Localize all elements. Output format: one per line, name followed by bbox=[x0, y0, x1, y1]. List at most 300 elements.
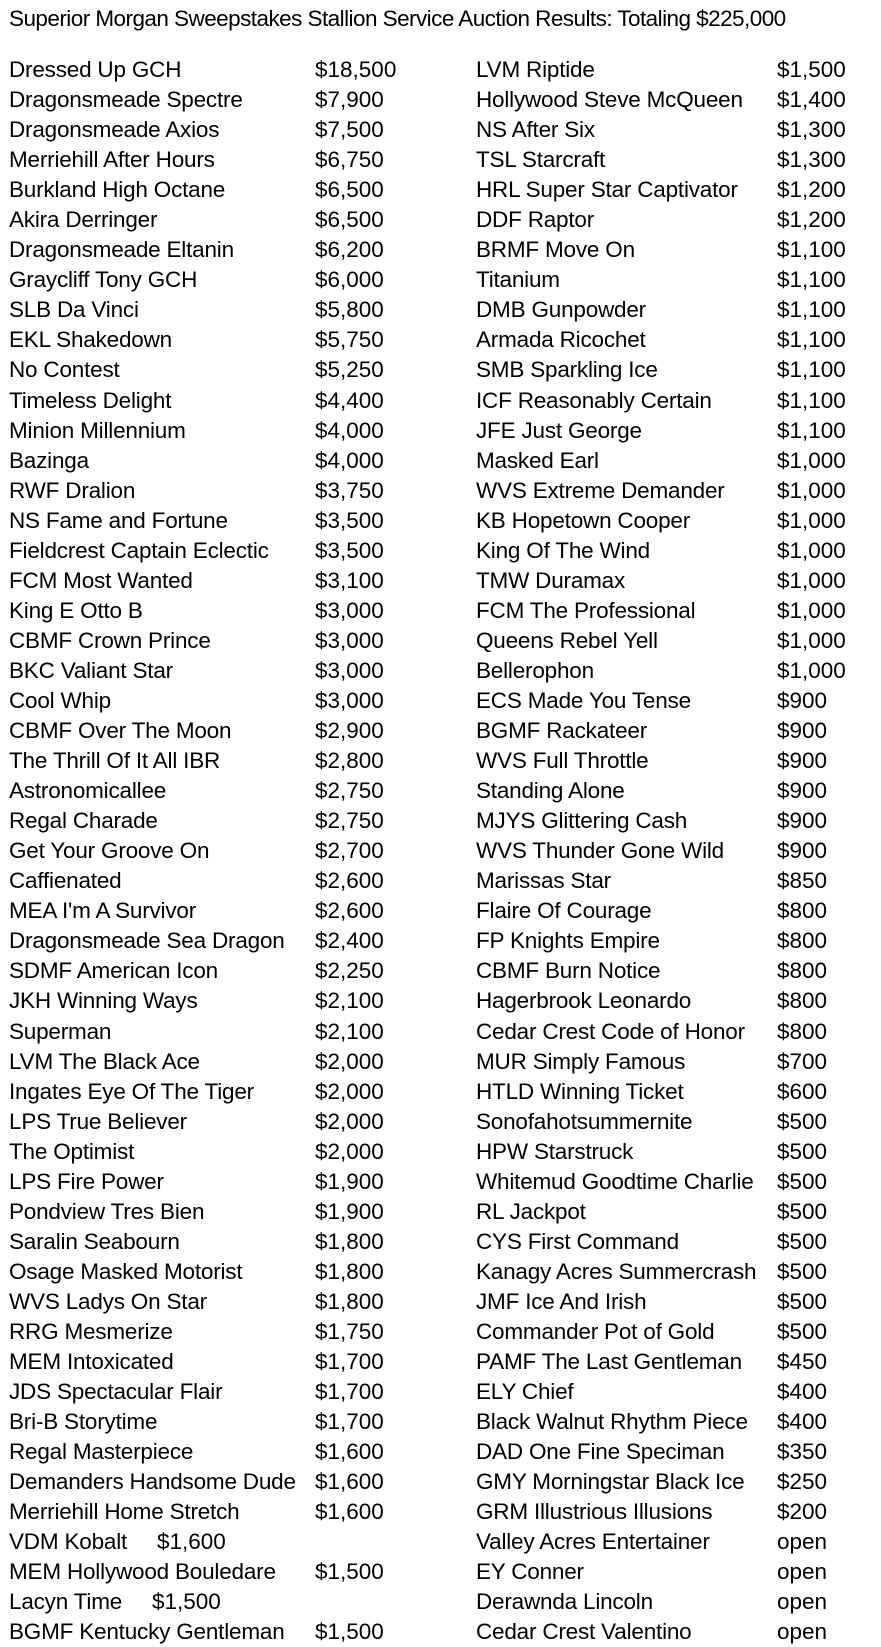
stallion-name: Bri-B Storytime bbox=[9, 1409, 158, 1435]
stallion-name: TMW Duramax bbox=[476, 567, 626, 593]
result-row bbox=[9, 746, 409, 776]
result-row bbox=[476, 446, 881, 476]
stallion-name: PAMF The Last Gentleman bbox=[476, 1349, 742, 1375]
stallion-name: Minion Millennium bbox=[9, 417, 186, 443]
stallion-name: RL Jackpot bbox=[476, 1198, 586, 1224]
auction-amount: $1,100 bbox=[777, 237, 846, 263]
stallion-name: JDS Spectacular Flair bbox=[9, 1379, 223, 1405]
stallion-name: HTLD Winning Ticket bbox=[476, 1078, 684, 1104]
result-row bbox=[476, 1617, 881, 1647]
auction-amount: $1,200 bbox=[777, 207, 846, 233]
stallion-name: Astronomicallee bbox=[9, 778, 167, 804]
auction-amount: $1,100 bbox=[777, 297, 846, 323]
stallion-name: Standing Alone bbox=[476, 778, 625, 804]
stallion-name: Graycliff Tony GCH bbox=[9, 267, 198, 293]
stallion-name: Sonofahotsummernite bbox=[476, 1108, 693, 1134]
result-row bbox=[9, 145, 409, 175]
auction-amount: $6,200 bbox=[315, 237, 384, 263]
result-row bbox=[476, 145, 881, 175]
auction-amount: $5,800 bbox=[315, 297, 384, 323]
result-row bbox=[9, 1317, 409, 1347]
stallion-name: Hollywood Steve McQueen bbox=[476, 87, 743, 113]
result-row bbox=[9, 1467, 409, 1497]
result-row bbox=[9, 476, 409, 506]
stallion-name: Dragonsmeade Sea Dragon bbox=[9, 928, 285, 954]
stallion-name: SDMF American Icon bbox=[9, 958, 218, 984]
stallion-name: Valley Acres Entertainer bbox=[476, 1529, 710, 1555]
stallion-name: Osage Masked Motorist bbox=[9, 1258, 243, 1284]
stallion-name: ELY Chief bbox=[476, 1379, 574, 1405]
stallion-name: RWF Dralion bbox=[9, 477, 136, 503]
stallion-name: WVS Full Throttle bbox=[476, 748, 649, 774]
stallion-name: King Of The Wind bbox=[476, 537, 650, 563]
auction-amount: $1,900 bbox=[315, 1168, 384, 1194]
result-row bbox=[476, 115, 881, 145]
auction-amount: $6,500 bbox=[315, 177, 384, 203]
stallion-name: DDF Raptor bbox=[476, 207, 595, 233]
stallion-name: Regal Masterpiece bbox=[9, 1439, 194, 1465]
auction-amount: $500 bbox=[777, 1168, 828, 1194]
result-row bbox=[476, 806, 881, 836]
stallion-name: Masked Earl bbox=[476, 447, 599, 473]
result-row bbox=[476, 1287, 881, 1317]
stallion-name: Whitemud Goodtime Charlie bbox=[476, 1168, 754, 1194]
auction-amount: $1,000 bbox=[777, 507, 846, 533]
auction-amount: $1,700 bbox=[315, 1409, 384, 1435]
auction-amount: $450 bbox=[777, 1349, 828, 1375]
stallion-name: Saralin Seabourn bbox=[9, 1228, 180, 1254]
auction-amount: $1,800 bbox=[315, 1228, 384, 1254]
auction-amount: $850 bbox=[777, 868, 828, 894]
stallion-name: BRMF Move On bbox=[476, 237, 635, 263]
stallion-name: Get Your Groove On bbox=[9, 838, 210, 864]
stallion-name: LPS Fire Power bbox=[9, 1168, 164, 1194]
result-row bbox=[476, 1377, 881, 1407]
auction-amount: $500 bbox=[777, 1288, 828, 1314]
result-row bbox=[476, 1047, 881, 1077]
stallion-name: Dragonsmeade Axios bbox=[9, 117, 220, 143]
result-row bbox=[9, 1347, 409, 1377]
result-row bbox=[9, 926, 409, 956]
result-row bbox=[9, 1257, 409, 1287]
stallion-name: MEM Intoxicated bbox=[9, 1349, 174, 1375]
auction-amount: $4,000 bbox=[315, 447, 384, 473]
result-row bbox=[9, 235, 409, 265]
result-row bbox=[9, 295, 409, 325]
result-row bbox=[476, 1227, 881, 1257]
result-row bbox=[9, 806, 409, 836]
stallion-name: SMB Sparkling Ice bbox=[476, 357, 658, 383]
result-row bbox=[476, 1077, 881, 1107]
auction-amount: $1,700 bbox=[315, 1349, 384, 1375]
result-row bbox=[476, 1167, 881, 1197]
result-row bbox=[476, 1317, 881, 1347]
stallion-name: JMF Ice And Irish bbox=[476, 1288, 647, 1314]
stallion-name: FP Knights Empire bbox=[476, 928, 660, 954]
result-row bbox=[9, 1197, 409, 1227]
auction-amount: $2,800 bbox=[315, 748, 384, 774]
auction-amount: $1,000 bbox=[777, 627, 846, 653]
auction-amount: $1,000 bbox=[777, 447, 846, 473]
stallion-name: WVS Ladys On Star bbox=[9, 1288, 207, 1314]
result-row bbox=[476, 386, 881, 416]
result-row bbox=[476, 956, 881, 986]
result-row bbox=[476, 355, 881, 385]
auction-amount: $400 bbox=[777, 1379, 828, 1405]
auction-amount: $800 bbox=[777, 1018, 828, 1044]
auction-amount: $2,100 bbox=[315, 988, 384, 1014]
result-row bbox=[476, 1407, 881, 1437]
result-row bbox=[9, 325, 409, 355]
stallion-name: Akira Derringer bbox=[9, 207, 158, 233]
stallion-name: FCM The Professional bbox=[476, 597, 696, 623]
auction-amount: $1,500 bbox=[315, 1559, 384, 1585]
auction-amount: $2,000 bbox=[315, 1078, 384, 1104]
result-row bbox=[476, 776, 881, 806]
result-row bbox=[9, 205, 409, 235]
auction-amount: $1,750 bbox=[315, 1318, 384, 1344]
stallion-name: MEA I'm A Survivor bbox=[9, 898, 197, 924]
result-row bbox=[476, 235, 881, 265]
auction-amount: $6,750 bbox=[315, 147, 384, 173]
result-row bbox=[9, 1047, 409, 1077]
stallion-name: WVS Extreme Demander bbox=[476, 477, 725, 503]
result-row bbox=[476, 986, 881, 1016]
auction-amount: $800 bbox=[777, 958, 828, 984]
auction-amount: $3,000 bbox=[315, 687, 384, 713]
result-row bbox=[9, 115, 409, 145]
result-row bbox=[9, 1077, 409, 1107]
stallion-name: LVM Riptide bbox=[476, 57, 595, 82]
stallion-name: NS After Six bbox=[476, 117, 595, 143]
result-row bbox=[9, 566, 409, 596]
stallion-name: LVM The Black Ace bbox=[9, 1048, 200, 1074]
auction-amount: $2,900 bbox=[315, 718, 384, 744]
auction-amount: $1,600 bbox=[157, 1529, 226, 1555]
result-row bbox=[9, 1107, 409, 1137]
auction-amount: $900 bbox=[777, 748, 828, 774]
result-row bbox=[9, 1497, 409, 1527]
auction-amount: $1,100 bbox=[777, 267, 846, 293]
stallion-name: TSL Starcraft bbox=[476, 147, 606, 173]
auction-amount: $500 bbox=[777, 1228, 828, 1254]
result-row bbox=[476, 656, 881, 686]
result-row bbox=[476, 295, 881, 325]
stallion-name: Flaire Of Courage bbox=[476, 898, 652, 924]
result-row bbox=[9, 386, 409, 416]
result-row bbox=[476, 1137, 881, 1167]
result-row bbox=[476, 1107, 881, 1137]
stallion-name: Titanium bbox=[476, 267, 560, 293]
result-row bbox=[9, 1587, 409, 1617]
result-row bbox=[476, 205, 881, 235]
stallion-name: VDM Kobalt bbox=[9, 1529, 128, 1555]
auction-amount: $2,700 bbox=[315, 838, 384, 864]
stallion-name: SLB Da Vinci bbox=[9, 297, 139, 323]
result-row bbox=[476, 596, 881, 626]
stallion-name: EKL Shakedown bbox=[9, 327, 172, 353]
auction-amount: open bbox=[777, 1559, 828, 1585]
auction-amount: $900 bbox=[777, 808, 828, 834]
auction-amount: $500 bbox=[777, 1108, 828, 1134]
stallion-name: ICF Reasonably Certain bbox=[476, 387, 712, 413]
result-row bbox=[9, 716, 409, 746]
auction-amount: $5,250 bbox=[315, 357, 384, 383]
result-row bbox=[476, 1557, 881, 1587]
result-row bbox=[9, 866, 409, 896]
stallion-name: GRM Illustrious Illusions bbox=[476, 1499, 713, 1525]
result-row bbox=[9, 896, 409, 926]
stallion-name: Regal Charade bbox=[9, 808, 158, 834]
stallion-name: Bellerophon bbox=[476, 657, 594, 683]
auction-amount: $6,500 bbox=[315, 207, 384, 233]
result-row bbox=[9, 416, 409, 446]
result-row bbox=[9, 1557, 409, 1587]
stallion-name: BGMF Kentucky Gentleman bbox=[9, 1619, 285, 1645]
result-row bbox=[476, 416, 881, 446]
stallion-name: Dressed Up GCH bbox=[9, 57, 182, 82]
stallion-name: Cool Whip bbox=[9, 687, 111, 713]
result-row bbox=[476, 1197, 881, 1227]
result-row bbox=[476, 626, 881, 656]
auction-amount: $800 bbox=[777, 898, 828, 924]
stallion-name: Merriehill After Hours bbox=[9, 147, 215, 173]
left-results-column bbox=[9, 55, 409, 1647]
auction-amount: $500 bbox=[777, 1318, 828, 1344]
auction-amount: $2,750 bbox=[315, 778, 384, 804]
stallion-name: Burkland High Octane bbox=[9, 177, 226, 203]
auction-amount: $900 bbox=[777, 778, 828, 804]
stallion-name: WVS Thunder Gone Wild bbox=[476, 838, 724, 864]
auction-amount: $3,000 bbox=[315, 597, 384, 623]
auction-amount: $250 bbox=[777, 1469, 828, 1495]
result-row bbox=[9, 686, 409, 716]
result-row bbox=[9, 956, 409, 986]
auction-amount: open bbox=[777, 1589, 828, 1615]
result-row bbox=[476, 55, 881, 85]
stallion-name: CBMF Burn Notice bbox=[476, 958, 661, 984]
result-row bbox=[9, 175, 409, 205]
result-row bbox=[476, 716, 881, 746]
stallion-name: No Contest bbox=[9, 357, 120, 383]
auction-amount: $1,000 bbox=[777, 657, 846, 683]
result-row bbox=[476, 746, 881, 776]
stallion-name: NS Fame and Fortune bbox=[9, 507, 228, 533]
result-row bbox=[9, 626, 409, 656]
stallion-name: LPS True Believer bbox=[9, 1108, 187, 1134]
stallion-name: Commander Pot of Gold bbox=[476, 1318, 715, 1344]
stallion-name: Fieldcrest Captain Eclectic bbox=[9, 537, 269, 563]
result-row bbox=[476, 265, 881, 295]
stallion-name: Dragonsmeade Eltanin bbox=[9, 237, 234, 263]
auction-amount: $2,000 bbox=[315, 1108, 384, 1134]
stallion-name: Queens Rebel Yell bbox=[476, 627, 658, 653]
stallion-name: JKH Winning Ways bbox=[9, 988, 198, 1014]
auction-amount: $2,100 bbox=[315, 1018, 384, 1044]
page-title: Superior Morgan Sweepstakes Stallion Service Auction Results: Totaling $225,000 bbox=[9, 6, 786, 31]
auction-amount: $1,700 bbox=[315, 1379, 384, 1405]
stallion-name: King E Otto B bbox=[9, 597, 143, 623]
stallion-name: Demanders Handsome Dude bbox=[9, 1469, 296, 1495]
auction-amount: $500 bbox=[777, 1138, 828, 1164]
auction-amount: $1,000 bbox=[777, 537, 846, 563]
auction-amount: $1,800 bbox=[315, 1288, 384, 1314]
stallion-name: Black Walnut Rhythm Piece bbox=[476, 1409, 748, 1435]
auction-amount: $2,250 bbox=[315, 958, 384, 984]
auction-amount: $3,000 bbox=[315, 627, 384, 653]
auction-amount: $1,500 bbox=[315, 1619, 384, 1645]
stallion-name: RRG Mesmerize bbox=[9, 1318, 173, 1344]
auction-amount: $500 bbox=[777, 1258, 828, 1284]
stallion-name: JFE Just George bbox=[476, 417, 642, 443]
result-row bbox=[476, 1497, 881, 1527]
auction-amount: $3,100 bbox=[315, 567, 384, 593]
stallion-name: Dragonsmeade Spectre bbox=[9, 87, 243, 113]
auction-amount: $3,500 bbox=[315, 507, 384, 533]
auction-amount: $1,600 bbox=[315, 1439, 384, 1465]
stallion-name: MUR Simply Famous bbox=[476, 1048, 686, 1074]
result-row bbox=[476, 1587, 881, 1617]
result-row bbox=[476, 1437, 881, 1467]
auction-amount: $1,300 bbox=[777, 117, 846, 143]
auction-amount: $800 bbox=[777, 928, 828, 954]
auction-amount: $1,100 bbox=[777, 417, 846, 443]
result-row bbox=[9, 1017, 409, 1047]
result-row bbox=[9, 1227, 409, 1257]
auction-amount: $800 bbox=[777, 988, 828, 1014]
auction-amount: $350 bbox=[777, 1439, 828, 1465]
result-row bbox=[9, 1137, 409, 1167]
result-row bbox=[9, 55, 409, 85]
auction-amount: $1,600 bbox=[315, 1469, 384, 1495]
stallion-name: ECS Made You Tense bbox=[476, 687, 691, 713]
result-row bbox=[476, 1257, 881, 1287]
auction-amount: open bbox=[777, 1529, 828, 1555]
stallion-name: CBMF Over The Moon bbox=[9, 718, 232, 744]
auction-amount: open bbox=[777, 1619, 828, 1645]
auction-amount: $600 bbox=[777, 1078, 828, 1104]
auction-amount: $900 bbox=[777, 687, 828, 713]
stallion-name: Superman bbox=[9, 1018, 112, 1044]
auction-amount: $4,400 bbox=[315, 387, 384, 413]
result-row bbox=[476, 866, 881, 896]
auction-amount: $7,500 bbox=[315, 117, 384, 143]
auction-amount: $200 bbox=[777, 1499, 828, 1525]
stallion-name: Marissas Star bbox=[476, 868, 611, 894]
stallion-name: CBMF Crown Prince bbox=[9, 627, 211, 653]
stallion-name: DAD One Fine Speciman bbox=[476, 1439, 725, 1465]
stallion-name: GMY Morningstar Black Ice bbox=[476, 1469, 745, 1495]
result-row bbox=[476, 896, 881, 926]
auction-amount: $500 bbox=[777, 1198, 828, 1224]
auction-amount: $6,000 bbox=[315, 267, 384, 293]
result-row bbox=[476, 836, 881, 866]
result-row bbox=[9, 506, 409, 536]
stallion-name: BGMF Rackateer bbox=[476, 718, 647, 744]
result-row bbox=[9, 836, 409, 866]
stallion-name: Timeless Delight bbox=[9, 387, 172, 413]
result-row bbox=[9, 596, 409, 626]
result-row bbox=[9, 1407, 409, 1437]
auction-amount: $1,200 bbox=[777, 177, 846, 203]
auction-amount: $1,800 bbox=[315, 1258, 384, 1284]
auction-amount: $1,000 bbox=[777, 477, 846, 503]
result-row bbox=[476, 175, 881, 205]
stallion-name: BKC Valiant Star bbox=[9, 657, 173, 683]
result-row bbox=[9, 1617, 409, 1647]
stallion-name: EY Conner bbox=[476, 1559, 584, 1585]
auction-amount: $1,600 bbox=[315, 1499, 384, 1525]
stallion-name: FCM Most Wanted bbox=[9, 567, 193, 593]
auction-amount: $2,000 bbox=[315, 1048, 384, 1074]
result-row bbox=[476, 476, 881, 506]
result-row bbox=[9, 1287, 409, 1317]
auction-amount: $1,000 bbox=[777, 597, 846, 623]
auction-amount: $2,750 bbox=[315, 808, 384, 834]
stallion-name: Merriehill Home Stretch bbox=[9, 1499, 240, 1525]
result-row bbox=[9, 536, 409, 566]
auction-amount: $1,100 bbox=[777, 327, 846, 353]
auction-amount: $400 bbox=[777, 1409, 828, 1435]
result-row bbox=[9, 355, 409, 385]
result-row bbox=[476, 1467, 881, 1497]
auction-amount: $1,000 bbox=[777, 567, 846, 593]
auction-amount: $2,400 bbox=[315, 928, 384, 954]
stallion-name: Hagerbrook Leonardo bbox=[476, 988, 692, 1014]
stallion-name: The Thrill Of It All IBR bbox=[9, 748, 221, 774]
auction-amount: $1,900 bbox=[315, 1198, 384, 1224]
result-row bbox=[9, 776, 409, 806]
stallion-name: Caffienated bbox=[9, 868, 122, 894]
auction-amount: $4,000 bbox=[315, 417, 384, 443]
result-row bbox=[476, 506, 881, 536]
stallion-name: The Optimist bbox=[9, 1138, 135, 1164]
auction-amount: $1,500 bbox=[777, 57, 846, 82]
result-row bbox=[9, 265, 409, 295]
auction-amount: $3,750 bbox=[315, 477, 384, 503]
right-results-column bbox=[476, 55, 881, 1647]
result-row bbox=[476, 536, 881, 566]
result-row bbox=[9, 1167, 409, 1197]
result-row bbox=[9, 986, 409, 1016]
auction-amount: $7,900 bbox=[315, 87, 384, 113]
result-row bbox=[9, 85, 409, 115]
auction-amount: $900 bbox=[777, 838, 828, 864]
auction-amount: $1,400 bbox=[777, 87, 846, 113]
stallion-name: Kanagy Acres Summercrash bbox=[476, 1258, 757, 1284]
stallion-name: CYS First Command bbox=[476, 1228, 679, 1254]
result-row bbox=[9, 446, 409, 476]
stallion-name: Cedar Crest Valentino bbox=[476, 1619, 692, 1645]
auction-amount: $1,500 bbox=[152, 1589, 221, 1615]
stallion-name: MEM Hollywood Bouledare bbox=[9, 1559, 276, 1585]
auction-amount: $1,300 bbox=[777, 147, 846, 173]
stallion-name: DMB Gunpowder bbox=[476, 297, 646, 323]
stallion-name: KB Hopetown Cooper bbox=[476, 507, 691, 533]
auction-amount: $2,600 bbox=[315, 898, 384, 924]
result-row bbox=[476, 686, 881, 716]
result-row bbox=[9, 1437, 409, 1467]
stallion-name: MJYS Glittering Cash bbox=[476, 808, 688, 834]
stallion-name: HPW Starstruck bbox=[476, 1138, 634, 1164]
stallion-name: Cedar Crest Code of Honor bbox=[476, 1018, 745, 1044]
auction-amount: $2,600 bbox=[315, 868, 384, 894]
result-row bbox=[476, 85, 881, 115]
auction-amount: $5,750 bbox=[315, 327, 384, 353]
auction-amount: $700 bbox=[777, 1048, 828, 1074]
stallion-name: Armada Ricochet bbox=[476, 327, 646, 353]
result-row bbox=[9, 656, 409, 686]
